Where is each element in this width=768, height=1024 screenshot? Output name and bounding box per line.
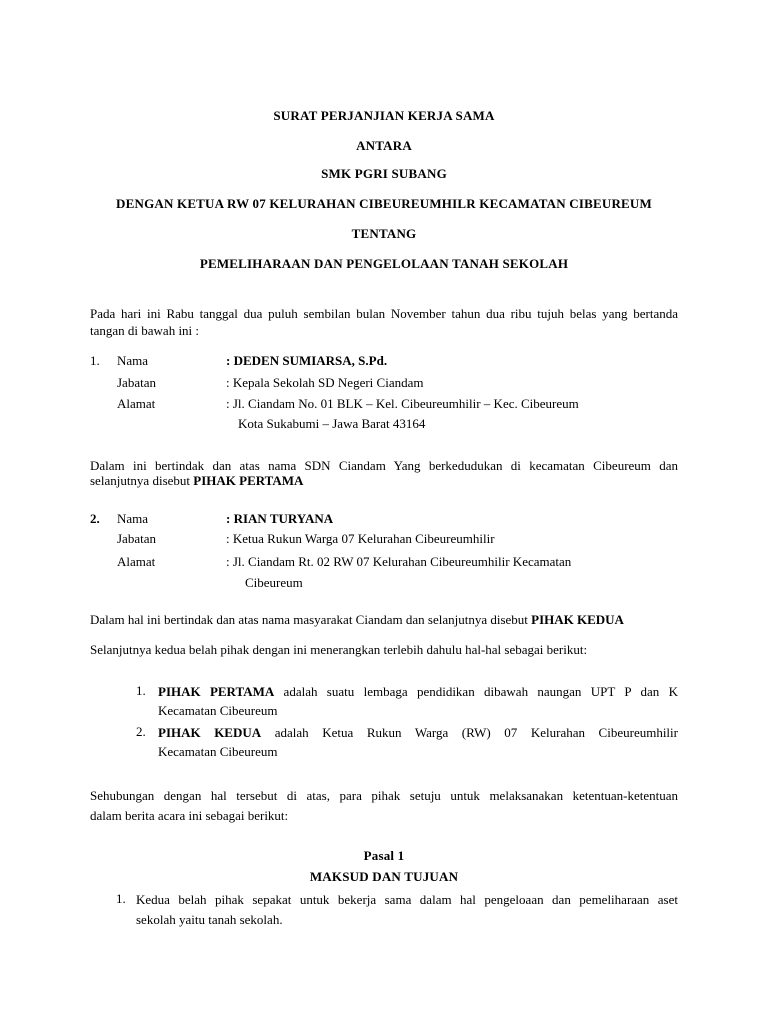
party-2-statement bbox=[90, 612, 624, 628]
party-1-name-label: Nama bbox=[117, 353, 149, 368]
pasal-1-title: Pasal 1 bbox=[363, 848, 405, 863]
point-2-text: adalah Ketua Rukun Warga (RW) 07 Kelurahan Cibeureumhilir bbox=[261, 725, 678, 740]
party-2-number: 2. bbox=[90, 511, 100, 526]
party-1-alamat-label: Alamat bbox=[117, 396, 156, 411]
party-1-alamat-cont: Kota Sukabumi – Jawa Barat 43164 bbox=[238, 416, 426, 431]
pasal-1-subtitle: MAKSUD DAN TUJUAN bbox=[309, 869, 459, 884]
party-1-statement-line-1: Dalam ini bertindak dan atas nama SDN Ciandam Yang berkedudukan di kecamatan Cibeureum dan bbox=[90, 458, 678, 473]
title-line-3: SMK PGRI SUBANG bbox=[321, 166, 447, 181]
party-2-name-label: Nama bbox=[117, 511, 149, 526]
point-1-line-2: Kecamatan Cibeureum bbox=[158, 703, 278, 718]
title-line-2: ANTARA bbox=[356, 138, 412, 153]
intro-line-1: Pada hari ini Rabu tanggal dua puluh sembilan bulan November tahun dua ribu tujuh belas yang bertanda bbox=[90, 306, 678, 321]
party-1-jabatan-label: Jabatan bbox=[117, 375, 156, 390]
party-2-jabatan-label: Jabatan bbox=[117, 531, 156, 546]
pasal-1-item-1-line-1: Kedua belah pihak sepakat untuk bekerja sama dalam hal pengeloaan dan pemeliharaan aset bbox=[136, 892, 678, 907]
point-2-line-2: Kecamatan Cibeureum bbox=[158, 744, 278, 759]
point-1-number: 1. bbox=[136, 683, 146, 698]
party-1-number: 1. bbox=[90, 353, 100, 368]
pasal-1-item-1-line-2: sekolah yaitu tanah sekolah. bbox=[136, 912, 283, 927]
title-line-5: TENTANG bbox=[351, 226, 417, 241]
party-1-statement-text: selanjutnya disebut bbox=[90, 473, 194, 488]
party-2-alamat-value: : Jl. Ciandam Rt. 02 RW 07 Kelurahan Cibeureumhilir Kecamatan bbox=[226, 554, 572, 569]
party-2-alamat-label: Alamat bbox=[117, 554, 156, 569]
title-line-4: DENGAN KETUA RW 07 KELURAHAN CIBEUREUMHILR KECAMATAN CIBEUREUM bbox=[116, 196, 652, 211]
point-2-bold: PIHAK KEDUA bbox=[158, 725, 262, 740]
explanation-paragraph: Selanjutnya kedua belah pihak dengan ini menerangkan terlebih dahulu hal-hal sebagai berikut: bbox=[90, 642, 588, 657]
point-2-number: 2. bbox=[136, 724, 146, 739]
point-1-text: adalah suatu lembaga pendidikan dibawah naungan UPT P dan K bbox=[274, 684, 678, 699]
party-1-alamat-value: : Jl. Ciandam No. 01 BLK – Kel. Cibeureumhilir – Kec. Cibeureum bbox=[226, 396, 579, 411]
party-2-name-value: : RIAN TURYANA bbox=[226, 511, 334, 526]
intro-line-2: tangan di bawah ini : bbox=[90, 323, 200, 338]
party-2-alamat-cont: Cibeureum bbox=[245, 575, 303, 590]
party-1-jabatan-value: : Kepala Sekolah SD Negeri Ciandam bbox=[226, 375, 424, 390]
party-1-name-value: : DEDEN SUMIARSA, S.Pd. bbox=[226, 353, 388, 368]
party-2-statement-text: Dalam hal ini bertindak dan atas nama masyarakat Ciandam dan selanjutnya disebut bbox=[90, 612, 532, 627]
pihak-kedua-label: PIHAK KEDUA bbox=[531, 612, 624, 627]
agreement-line-2: dalam berita acara ini sebagai berikut: bbox=[90, 808, 289, 823]
party-2-jabatan-value: : Ketua Rukun Warga 07 Kelurahan Cibeureumhilir bbox=[226, 531, 495, 546]
title-line-6: PEMELIHARAAN DAN PENGELOLAAN TANAH SEKOLAH bbox=[199, 256, 569, 271]
pasal-1-item-1-number: 1. bbox=[116, 891, 126, 906]
point-1-line-1 bbox=[158, 681, 678, 702]
point-2-line-1 bbox=[158, 722, 678, 743]
pihak-pertama-label: PIHAK PERTAMA bbox=[193, 473, 304, 488]
party-1-statement-line-2 bbox=[90, 473, 303, 489]
point-1-bold: PIHAK PERTAMA bbox=[158, 684, 275, 699]
agreement-line-1: Sehubungan dengan hal tersebut di atas, para pihak setuju untuk melaksanakan ketentuan-ketentuan bbox=[90, 788, 678, 803]
title-line-1: SURAT PERJANJIAN KERJA SAMA bbox=[273, 108, 495, 123]
